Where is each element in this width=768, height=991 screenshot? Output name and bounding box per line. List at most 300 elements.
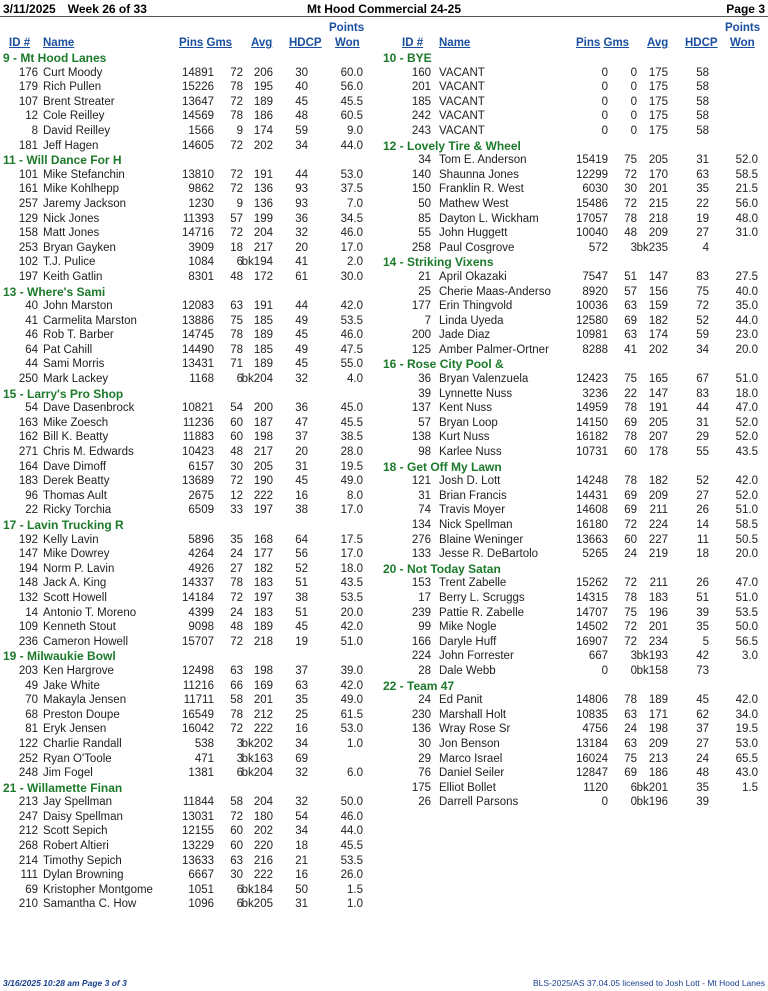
player-row xyxy=(3,868,364,883)
player-id: 34 xyxy=(418,154,431,167)
player-pts: 56.5 xyxy=(735,635,758,648)
player-pts: 37.5 xyxy=(340,183,363,196)
player-pts: 28.0 xyxy=(340,446,363,459)
player-gms: 58 xyxy=(230,694,243,707)
player-pts: 2.0 xyxy=(347,256,363,269)
player-gms: 78 xyxy=(230,577,243,590)
player-avg: bk204 xyxy=(241,373,273,386)
player-row xyxy=(3,95,364,110)
player-id: 230 xyxy=(411,708,431,721)
player-row xyxy=(383,66,765,81)
player-row xyxy=(3,270,364,285)
player-hdcp: 26 xyxy=(696,577,709,590)
player-name: Nick Spellman xyxy=(439,519,513,531)
player-avg: 198 xyxy=(253,664,273,677)
player-pts: 1.0 xyxy=(347,737,363,750)
player-avg: 183 xyxy=(648,591,668,604)
player-avg: 209 xyxy=(648,737,668,750)
player-gms: 57 xyxy=(230,212,243,225)
player-gms: 63 xyxy=(624,300,637,313)
player-pins: 16180 xyxy=(576,519,608,531)
player-avg: bk184 xyxy=(241,883,273,896)
player-gms: 60 xyxy=(230,416,243,429)
player-pins: 0 xyxy=(601,66,608,79)
player-avg: bk205 xyxy=(241,898,273,911)
player-name: Mike Nogle xyxy=(439,621,497,634)
player-avg: 195 xyxy=(253,81,273,94)
player-avg: 183 xyxy=(253,577,273,590)
player-hdcp: 31 xyxy=(295,898,308,911)
player-hdcp: 58 xyxy=(696,95,709,108)
player-name: Dylan Browning xyxy=(43,869,124,882)
player-avg: 206 xyxy=(253,66,273,79)
player-gms: 24 xyxy=(230,548,243,561)
player-id: 122 xyxy=(18,737,38,750)
player-id: 132 xyxy=(18,591,38,604)
player-name: Mike Zoesch xyxy=(43,416,109,429)
player-pins: 14431 xyxy=(576,489,608,502)
player-pts: 40.0 xyxy=(735,285,758,298)
player-avg: 180 xyxy=(253,810,273,823)
player-gms: 69 xyxy=(624,767,637,780)
player-pts: 38.5 xyxy=(340,431,363,444)
team-name: 19 - Milwaukie Bowl xyxy=(3,649,116,664)
player-hdcp: 24 xyxy=(696,752,709,765)
player-pins: 4399 xyxy=(188,606,214,619)
player-pins: 8288 xyxy=(582,343,608,356)
player-name: Ricky Torchia xyxy=(43,504,112,517)
player-gms: 66 xyxy=(230,679,243,692)
player-pins: 6157 xyxy=(188,460,214,473)
player-pins: 0 xyxy=(601,124,608,137)
player-name: Daisy Spellman xyxy=(43,810,123,823)
player-id: 17 xyxy=(418,591,431,604)
player-avg: 213 xyxy=(648,752,668,765)
player-name: Karlee Nuss xyxy=(439,446,502,459)
player-pts: 51.0 xyxy=(340,635,363,648)
player-pins: 6509 xyxy=(188,504,214,517)
player-avg: 218 xyxy=(648,212,668,225)
player-name: Darrell Parsons xyxy=(439,796,519,809)
player-pins: 1168 xyxy=(189,373,214,386)
player-hdcp: 44 xyxy=(696,402,709,415)
player-id: 164 xyxy=(18,460,38,473)
player-gms: 27 xyxy=(230,562,243,575)
page-label: Page 3 xyxy=(726,2,765,16)
player-name: Marshall Holt xyxy=(439,708,507,721)
player-hdcp: 34 xyxy=(295,737,308,750)
player-avg: 222 xyxy=(253,723,273,736)
player-row xyxy=(383,752,765,767)
player-avg: 196 xyxy=(648,606,668,619)
player-avg: 189 xyxy=(648,694,668,707)
player-gms: 69 xyxy=(624,504,637,517)
player-row xyxy=(383,503,765,518)
player-name: Preston Doupe xyxy=(43,708,120,721)
player-id: 201 xyxy=(411,81,431,94)
player-hdcp: 45 xyxy=(696,694,709,707)
player-hdcp: 48 xyxy=(295,110,308,123)
player-name: Eryk Jensen xyxy=(43,723,107,736)
player-gms: 0 xyxy=(630,95,637,108)
player-pts: 19.5 xyxy=(340,460,363,473)
player-hdcp: 40 xyxy=(295,81,308,94)
player-gms: 54 xyxy=(230,402,243,415)
player-name: John Marston xyxy=(43,300,113,313)
player-avg: 189 xyxy=(253,95,273,108)
player-name: John Huggett xyxy=(439,227,508,240)
player-id: 68 xyxy=(25,708,38,721)
player-row xyxy=(3,299,364,314)
player-hdcp: 22 xyxy=(696,197,709,210)
player-gms: 72 xyxy=(230,810,243,823)
player-name: Dayton L. Wickham xyxy=(439,212,539,225)
player-row xyxy=(3,737,364,752)
col-points-header: Points xyxy=(329,22,365,34)
player-gms: 71 xyxy=(230,358,243,371)
player-avg: bk235 xyxy=(636,241,668,254)
player-id: 70 xyxy=(25,694,38,707)
player-gms: 78 xyxy=(624,694,637,707)
player-row xyxy=(383,518,765,533)
player-pts: 56.0 xyxy=(340,81,363,94)
player-name: Jake White xyxy=(43,679,100,692)
player-name: Rob T. Barber xyxy=(43,329,114,342)
player-name: Kent Nuss xyxy=(439,402,493,415)
player-id: 177 xyxy=(411,300,431,313)
player-hdcp: 31 xyxy=(696,154,709,167)
player-pins: 14959 xyxy=(576,402,608,415)
player-hdcp: 52 xyxy=(696,475,709,488)
player-pins: 14891 xyxy=(182,66,214,79)
player-name: Cole Reilley xyxy=(43,110,105,123)
player-name: Robert Altieri xyxy=(43,840,109,853)
player-row xyxy=(383,708,765,723)
player-pins: 1566 xyxy=(188,124,214,137)
player-pins: 17057 xyxy=(576,212,608,225)
left-teams xyxy=(3,51,364,912)
player-gms: 78 xyxy=(230,343,243,356)
player-hdcp: 26 xyxy=(696,504,709,517)
player-pins: 14315 xyxy=(576,591,608,604)
player-pins: 3236 xyxy=(582,387,608,400)
player-pins: 0 xyxy=(601,110,608,123)
player-gms: 60 xyxy=(230,431,243,444)
player-pins: 0 xyxy=(601,95,608,108)
player-pts: 65.5 xyxy=(735,752,758,765)
player-hdcp: 35 xyxy=(696,183,709,196)
player-hdcp: 47 xyxy=(295,416,308,429)
player-hdcp: 32 xyxy=(295,373,308,386)
player-hdcp: 54 xyxy=(295,810,308,823)
player-id: 250 xyxy=(18,373,38,386)
player-id: 74 xyxy=(418,504,431,517)
player-gms: 35 xyxy=(230,533,243,546)
player-pts: 42.0 xyxy=(340,621,363,634)
player-row xyxy=(383,343,765,358)
player-id: 247 xyxy=(18,810,38,823)
player-name: Timothy Sepich xyxy=(43,854,122,867)
player-id: 7 xyxy=(424,314,431,327)
player-row xyxy=(3,416,364,431)
player-id: 29 xyxy=(418,752,431,765)
player-hdcp: 27 xyxy=(696,227,709,240)
player-pins: 13184 xyxy=(576,737,608,750)
player-row xyxy=(383,489,765,504)
player-pts: 7.0 xyxy=(347,197,363,210)
player-avg: 219 xyxy=(648,548,668,561)
player-row xyxy=(3,343,364,358)
player-pins: 10835 xyxy=(576,708,608,721)
player-avg: bk163 xyxy=(241,752,273,765)
player-hdcp: 58 xyxy=(696,124,709,137)
player-row xyxy=(3,591,364,606)
column-headers xyxy=(3,22,364,51)
player-id: 26 xyxy=(418,796,431,809)
player-avg: 199 xyxy=(253,212,273,225)
player-name: Matt Jones xyxy=(43,227,100,240)
player-id: 134 xyxy=(411,519,431,531)
player-pins: 10731 xyxy=(576,446,608,459)
player-pins: 1230 xyxy=(188,197,214,210)
player-pts: 47.0 xyxy=(735,402,758,415)
player-pins: 15262 xyxy=(576,577,608,590)
player-id: 253 xyxy=(18,241,38,254)
player-pins: 10423 xyxy=(182,446,214,459)
player-pts: 17.0 xyxy=(340,548,363,561)
player-row xyxy=(383,781,765,796)
player-gms: 48 xyxy=(230,446,243,459)
player-pins: 1096 xyxy=(188,898,214,911)
player-name: Bryan Loop xyxy=(439,416,498,429)
player-row xyxy=(383,182,765,197)
player-gms: 3 xyxy=(630,241,637,254)
player-row xyxy=(3,401,364,416)
player-id: 98 xyxy=(418,446,431,459)
player-row xyxy=(3,109,364,124)
player-pts: 42.0 xyxy=(340,300,363,313)
player-pins: 15226 xyxy=(182,81,214,94)
player-id: 243 xyxy=(411,124,431,137)
player-avg: 178 xyxy=(648,446,668,459)
player-id: 210 xyxy=(18,898,38,911)
player-gms: 78 xyxy=(624,212,637,225)
player-hdcp: 75 xyxy=(696,285,709,298)
player-hdcp: 48 xyxy=(696,767,709,780)
player-name: Jaremy Jackson xyxy=(43,197,127,210)
player-pins: 572 xyxy=(588,241,608,254)
player-pins: 14605 xyxy=(182,139,214,152)
player-name: Jay Spellman xyxy=(43,796,113,809)
player-hdcp: 61 xyxy=(295,270,308,283)
player-pins: 471 xyxy=(194,752,214,765)
player-gms: 72 xyxy=(230,183,243,196)
player-pts: 45.0 xyxy=(340,402,363,415)
player-gms: 3 xyxy=(236,752,243,765)
player-avg: 171 xyxy=(648,708,668,721)
player-hdcp: 36 xyxy=(295,402,308,415)
player-pins: 7547 xyxy=(582,270,608,283)
player-id: 163 xyxy=(18,416,38,429)
player-hdcp: 51 xyxy=(295,606,308,619)
team-name: 18 - Get Off My Lawn xyxy=(383,459,502,474)
player-row xyxy=(3,810,364,825)
player-hdcp: 45 xyxy=(295,358,308,371)
player-pts: 18.0 xyxy=(735,387,758,400)
player-pins: 16042 xyxy=(182,723,214,736)
player-name: Mike Dowrey xyxy=(43,548,110,561)
player-gms: 24 xyxy=(624,548,637,561)
player-gms: 75 xyxy=(624,752,637,765)
player-pts: 44.0 xyxy=(340,825,363,838)
col-avg-header: Avg xyxy=(647,37,669,49)
player-gms: 33 xyxy=(230,504,243,517)
player-gms: 63 xyxy=(230,854,243,867)
player-pts: 4.0 xyxy=(347,373,363,386)
player-hdcp: 36 xyxy=(295,212,308,225)
player-pins: 5896 xyxy=(188,533,214,546)
player-pts: 35.0 xyxy=(735,300,758,313)
player-id: 109 xyxy=(18,621,38,634)
player-gms: 22 xyxy=(624,387,637,400)
player-gms: 72 xyxy=(230,227,243,240)
player-gms: 51 xyxy=(624,270,637,283)
player-gms: 18 xyxy=(230,241,243,254)
player-id: 99 xyxy=(418,621,431,634)
player-pins: 12083 xyxy=(182,300,214,313)
player-pts: 43.5 xyxy=(340,577,363,590)
player-name: Bryan Valenzuela xyxy=(439,373,529,386)
player-pins: 16182 xyxy=(576,431,608,444)
player-gms: 72 xyxy=(624,577,637,590)
player-id: 28 xyxy=(418,664,431,677)
player-pins: 14569 xyxy=(182,110,214,123)
team-name: 11 - Will Dance For H xyxy=(3,153,122,168)
player-hdcp: 34 xyxy=(295,139,308,152)
player-avg: 211 xyxy=(649,504,668,517)
player-pins: 1051 xyxy=(188,883,214,896)
player-avg: 189 xyxy=(253,358,273,371)
player-gms: 6 xyxy=(630,781,637,794)
player-avg: 170 xyxy=(648,168,668,181)
player-pts: 1.5 xyxy=(742,781,758,794)
player-gms: 60 xyxy=(230,840,243,853)
player-name: Jeff Hagen xyxy=(43,139,99,152)
player-name: Jack A. King xyxy=(43,577,107,590)
player-pts: 49.0 xyxy=(340,475,363,488)
player-pts: 34.0 xyxy=(735,708,758,721)
team-name: 13 - Where's Sami xyxy=(3,284,106,299)
player-pts: 20.0 xyxy=(735,343,758,356)
player-id: 107 xyxy=(18,95,38,108)
player-id: 160 xyxy=(411,66,431,79)
player-hdcp: 39 xyxy=(696,796,709,809)
player-name: Bill K. Beatty xyxy=(43,431,109,444)
player-pts: 1.0 xyxy=(347,898,363,911)
player-id: 147 xyxy=(18,548,38,561)
player-row xyxy=(383,95,765,110)
team-name: 16 - Rose City Pool & xyxy=(383,357,504,372)
player-hdcp: 45 xyxy=(295,475,308,488)
player-name: Norm P. Lavin xyxy=(43,562,115,575)
player-row xyxy=(383,576,765,591)
player-gms: 0 xyxy=(630,664,637,677)
player-name: Pattie R. Zabelle xyxy=(439,606,525,619)
player-row xyxy=(3,679,364,694)
team-name: 10 - BYE xyxy=(383,51,432,65)
player-gms: 63 xyxy=(624,329,637,342)
player-row xyxy=(383,795,765,810)
player-gms: 75 xyxy=(230,314,243,327)
player-pins: 15707 xyxy=(182,635,214,648)
player-pins: 4926 xyxy=(188,562,214,575)
player-pts: 45.5 xyxy=(340,840,363,853)
player-row xyxy=(383,285,765,300)
player-avg: 227 xyxy=(648,533,668,546)
player-row xyxy=(383,226,765,241)
player-name: John Forrester xyxy=(439,650,514,663)
col-name-header: Name xyxy=(43,37,75,49)
player-name: Daniel Seiler xyxy=(439,767,505,780)
player-pins: 12155 xyxy=(182,825,214,838)
player-gms: 75 xyxy=(624,154,637,167)
player-id: 21 xyxy=(418,270,431,283)
player-row xyxy=(3,854,364,869)
player-hdcp: 16 xyxy=(295,723,308,736)
team-name: 9 - Mt Hood Lanes xyxy=(3,51,107,65)
player-gms: 9 xyxy=(236,124,243,137)
player-id: 257 xyxy=(18,197,38,210)
player-avg: 202 xyxy=(648,343,668,356)
player-gms: 0 xyxy=(630,796,637,809)
player-avg: 136 xyxy=(253,197,273,210)
player-row xyxy=(3,430,364,445)
player-pins: 12847 xyxy=(576,767,608,780)
player-row xyxy=(3,357,364,372)
player-pts: 53.0 xyxy=(735,737,758,750)
player-row xyxy=(383,241,765,256)
player-name: Erin Thingvold xyxy=(439,300,513,313)
player-avg: 207 xyxy=(648,431,668,444)
player-pins: 6030 xyxy=(582,183,608,196)
player-pts: 50.5 xyxy=(735,533,758,546)
player-id: 236 xyxy=(18,635,38,648)
player-pins: 11844 xyxy=(182,796,214,809)
player-name: Thomas Ault xyxy=(43,489,107,502)
player-pins: 14150 xyxy=(576,416,608,429)
player-avg: 224 xyxy=(648,519,668,531)
player-gms: 63 xyxy=(230,664,243,677)
player-hdcp: 44 xyxy=(295,300,308,313)
player-name: Ed Panit xyxy=(439,694,483,707)
player-id: 14 xyxy=(25,606,38,619)
player-name: Daryle Huff xyxy=(439,635,497,648)
player-name: Jon Benson xyxy=(439,737,500,750)
player-name: Brent Streater xyxy=(43,95,115,108)
player-pins: 14716 xyxy=(182,227,214,240)
player-hdcp: 50 xyxy=(295,883,308,896)
player-hdcp: 35 xyxy=(696,781,709,794)
player-name: Ken Hargrove xyxy=(43,664,114,677)
player-row xyxy=(3,766,364,781)
player-pins: 8920 xyxy=(582,285,608,298)
player-name: April Okazaki xyxy=(439,270,507,283)
team-name: 14 - Striking Vixens xyxy=(383,255,494,270)
player-pts: 6.0 xyxy=(347,767,363,780)
col-pins-header: Pins Gms xyxy=(179,37,233,49)
player-name: T.J. Pulice xyxy=(43,256,96,269)
player-pts: 44.0 xyxy=(735,314,758,327)
